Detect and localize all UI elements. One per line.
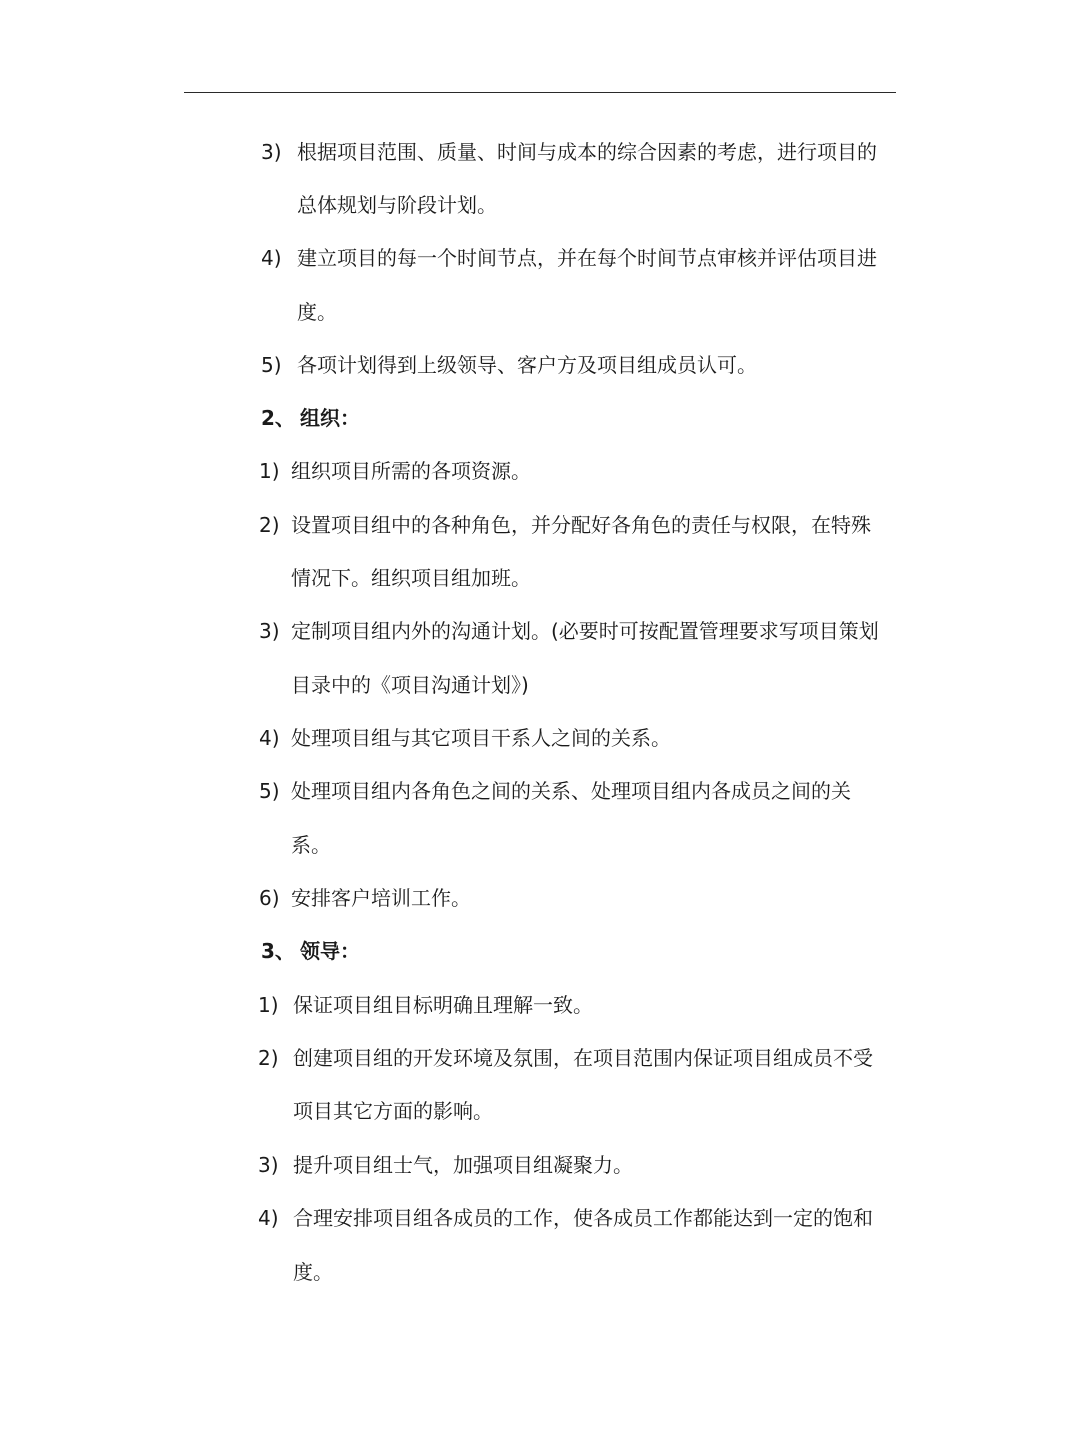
list-item-text: 提升项目组士气，加强项目组凝聚力。 (293, 1153, 633, 1177)
list-item-text: 总体规划与阶段计划。 (297, 193, 497, 217)
list-item-text: 处理项目组内各角色之间的关系、处理项目组内各成员之间的关 (291, 779, 851, 803)
list-item-number: 2) (259, 513, 280, 537)
section-heading: 组织： (300, 406, 360, 430)
list-item-number: 5) (259, 779, 280, 803)
list-item-number: 3) (258, 1153, 279, 1177)
list-item-number: 1) (259, 459, 280, 483)
section-heading: 领导： (300, 939, 360, 963)
section-heading-number: 2、 (261, 406, 295, 430)
list-item-text: 保证项目组目标明确且理解一致。 (293, 993, 593, 1017)
list-item-text: 设置项目组中的各种角色，并分配好各角色的责任与权限，在特殊 (291, 513, 871, 537)
list-item-text: 目录中的《项目沟通计划》) (291, 673, 529, 697)
list-item-text: 根据项目范围、质量、时间与成本的综合因素的考虑，进行项目的 (297, 140, 877, 164)
list-item-text: 度。 (293, 1260, 333, 1284)
list-item-text: 创建项目组的开发环境及氛围，在项目范围内保证项目组成员不受 (293, 1046, 873, 1070)
list-item-text: 组织项目所需的各项资源。 (291, 459, 531, 483)
list-item-number: 6) (259, 886, 280, 910)
section-heading-number: 3、 (261, 939, 295, 963)
list-item-text: 处理项目组与其它项目干系人之间的关系。 (291, 726, 671, 750)
list-item-text: 安排客户培训工作。 (291, 886, 471, 910)
list-item-text: 系。 (291, 833, 331, 857)
header-rule (184, 92, 896, 93)
list-item-number: 1) (258, 993, 279, 1017)
list-item-text: 各项计划得到上级领导、客户方及项目组成员认可。 (297, 353, 757, 377)
list-item-text: 合理安排项目组各成员的工作，使各成员工作都能达到一定的饱和 (293, 1206, 873, 1230)
list-item-number: 2) (258, 1046, 279, 1070)
list-item-text: 定制项目组内外的沟通计划。(必要时可按配置管理要求写项目策划 (291, 619, 879, 643)
list-item-text: 建立项目的每一个时间节点，并在每个时间节点审核并评估项目进 (297, 246, 877, 270)
list-item-text: 项目其它方面的影响。 (293, 1099, 493, 1123)
list-item-number: 5) (261, 353, 282, 377)
list-item-number: 4) (261, 246, 282, 270)
list-item-text: 情况下。组织项目组加班。 (291, 566, 531, 590)
list-item-number: 3) (261, 140, 282, 164)
list-item-number: 4) (258, 1206, 279, 1230)
list-item-number: 3) (259, 619, 280, 643)
list-item-text: 度。 (297, 300, 337, 324)
list-item-number: 4) (259, 726, 280, 750)
